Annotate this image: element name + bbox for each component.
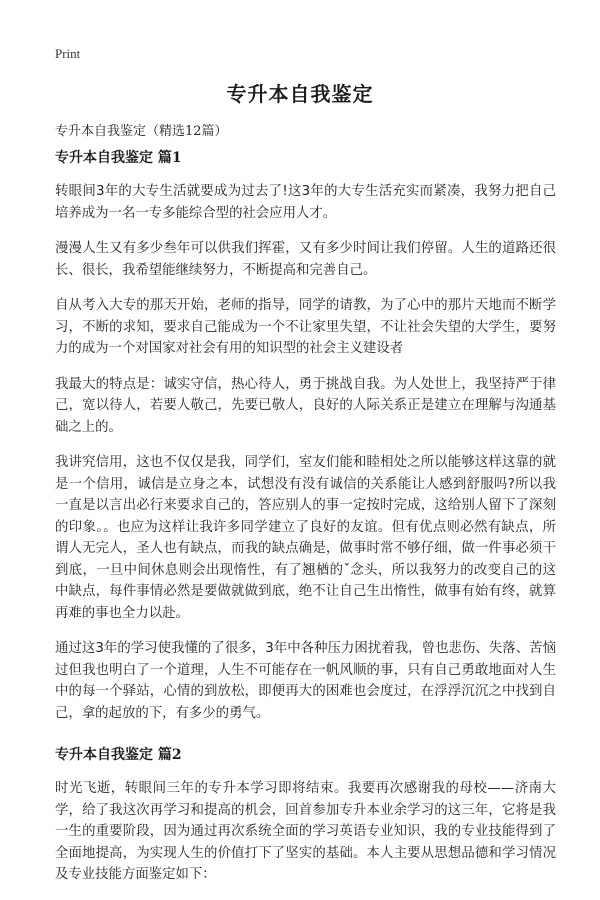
paragraph: 时光飞逝，转眼间三年的专升本学习即将结束。我要再次感谢我的母校——济南大学，给了我这次再学习和提高的机会，回首参加专升本业余学习的这三年，它将是我一生的重要阶段，因为通过再次系统全面的学习英语专业知识，我的专业技能得到了全面地提高，为实现人生的价值打下了坚实的基础。本人主要从思想品德和学习情况及专业技能方面鉴定如下： (55, 781, 556, 882)
section-heading: 专升本自我鉴定 篇2 (55, 747, 182, 763)
print-link[interactable]: Print (55, 46, 81, 61)
paragraph: 通过这3年的学习使我懂的了很多，3年中各种压力困扰着我，曾也悲伤、失落、苦恼过但我也明白了一个道理，人生不可能存在一帆风顺的事，只有自己勇敢地面对人生中的每一个驿站，心情的到放松，即便再大的困难也会度过，在浮浮沉沉之中找到自己，拿的起放的下，有多少的勇气。 (55, 641, 556, 721)
document-subtitle: 专升本自我鉴定（精选12篇） (55, 124, 228, 139)
page-title: 专升本自我鉴定 (226, 82, 374, 106)
article-body (55, 147, 556, 900)
paragraph: 漫漫人生又有多少叁年可以供我们挥霍，又有多少时间让我们停留。人生的道路还很长、很长，我希望能继续努力，不断提高和完善自己。 (55, 241, 556, 278)
section-2 (55, 744, 556, 886)
paragraph: 自从考入大专的那天开始，老师的指导，同学的请教，为了心中的那片天地而不断学习，不断的求知，要求自己能成为一个不让家里失望，不让社会失望的大学生，要努力的成为一个对国家对社会有用的知识型的社会主义建设者 (55, 298, 556, 356)
paragraph: 我讲究信用，这也不仅仅是我，同学们，室友们能和睦相处之所以能够这样这靠的就是一个信用，诚信是立身之本，试想没有没有诚信的关系能让人感到舒服吗?所以我一直是以言出必行来要求自己的，答应别人的事一定按时完成，这给别人留下了深刻的印象。。也应为这样让我许多同学建立了良好的友谊。但有优点则必然有缺点，所谓人无完人，圣人也有缺点，而我的缺点确是，做事时常不够仔细，做一件事必须干到底，一旦中间休息则会出现惰性，有了翘楢的ˇ念头，所以我努力的改变自己的这中缺点，每件事情必然是要做就做到底，绝不让自己生出惰性，做事有始有终，就算再难的事也全力以赴。 (55, 455, 556, 621)
section-heading: 专升本自我鉴定 篇1 (55, 150, 182, 166)
paragraph: 我最大的特点是：诚实守信，热心待人，勇于挑战自我。为人处世上，我坚持严于律己，宽以待人，若要人敬己，先要已敬人，良好的人际关系正是建立在理解与沟通基础之上的。 (55, 376, 556, 435)
section-1 (55, 147, 556, 724)
paragraph: 转眼间3年的大专生活就要成为过去了!这3年的大专生活充实而紧凑，我努力把自己培养成为一名一专多能综合型的社会应用人才。 (55, 184, 556, 221)
